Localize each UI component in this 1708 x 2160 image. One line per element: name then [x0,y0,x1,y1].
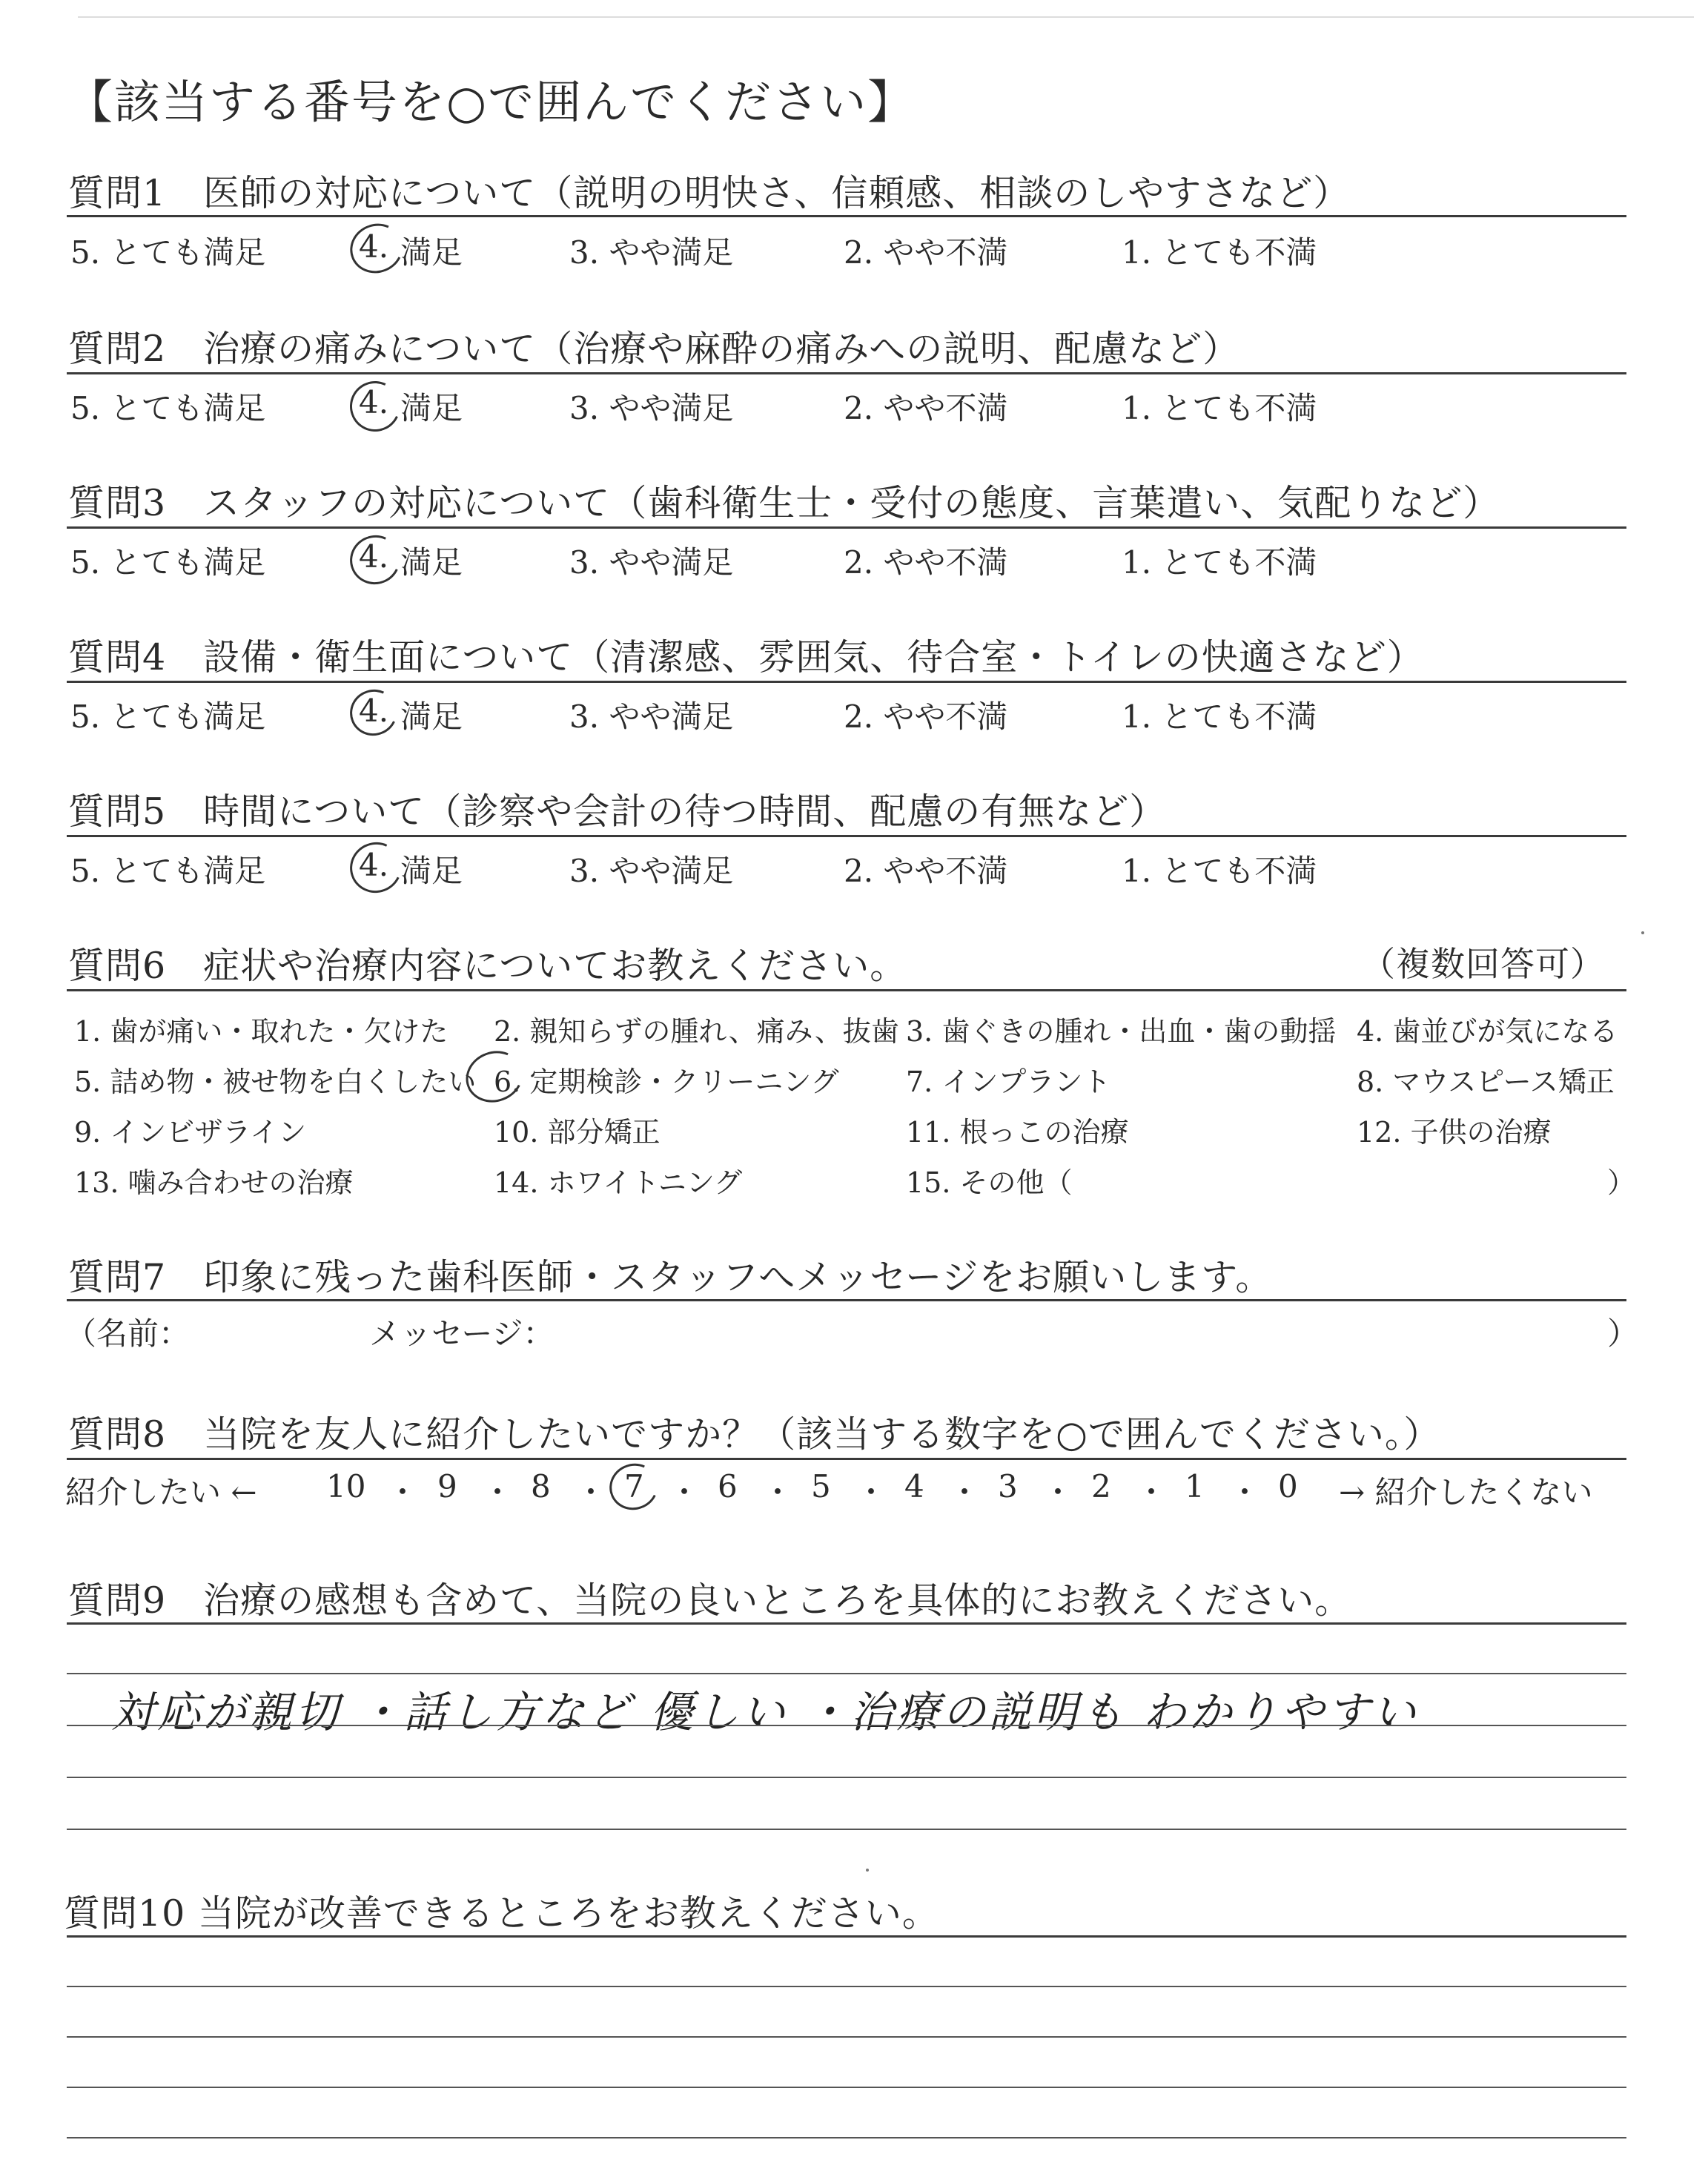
q5-option-5[interactable]: 5. とても満足 [70,853,266,889]
q2-circle-mark [342,374,407,438]
q6-option-4[interactable]: 4. 歯並びが気になる [1357,1015,1618,1048]
q5-option-2[interactable]: 2. やや不満 [844,853,1008,889]
q7-rule [67,1299,1626,1301]
q5-option-3[interactable]: 3. やや満足 [569,853,734,889]
q7-close-paren: ） [1607,1315,1639,1352]
q5-title: 質問5 時間について（診察や会計の待つ時間、配慮の有無など） [68,790,1167,833]
q8-dot: ・ [575,1474,607,1510]
q8-dot: ・ [855,1474,887,1510]
q1-option-1[interactable]: 1. とても不満 [1122,234,1317,271]
q2-option-5[interactable]: 5. とても満足 [70,390,266,426]
q4-option-4[interactable]: 4. [359,693,389,729]
q8-scale-5[interactable]: 5 [811,1468,831,1505]
q6-multi-note: （複数回答可） [1361,944,1605,984]
q4-rule [67,681,1626,683]
q8-scale-6[interactable]: 6 [718,1468,738,1505]
q3-option-5[interactable]: 5. とても満足 [70,544,266,581]
q1-option-4-label[interactable]: 満足 [400,234,463,271]
q1-option-5[interactable]: 5. とても満足 [70,234,266,271]
q6-option-2[interactable]: 2. 親知らずの腫れ、痛み、抜歯 [494,1015,899,1048]
q4-title: 質問4 設備・衛生面について（清潔感、雰囲気、待合室・トイレの快適さなど） [68,636,1424,678]
q6-option-12[interactable]: 12. 子供の治療 [1357,1116,1552,1149]
q3-option-3[interactable]: 3. やや満足 [569,544,734,581]
q8-scale-4[interactable]: 4 [904,1468,924,1505]
q9-answer-line [67,1673,1626,1674]
q6-option-15[interactable]: 15. その他（ [906,1166,1073,1199]
q3-title: 質問3 スタッフの対応について（歯科衛生士・受付の態度、言葉遣い、気配りなど） [68,482,1500,524]
q1-option-2[interactable]: 2. やや不満 [844,234,1008,271]
q3-circle-mark [343,528,407,591]
q8-dot: ・ [1136,1474,1168,1510]
q3-option-1[interactable]: 1. とても不満 [1122,544,1317,581]
q1-option-4[interactable]: 4. [359,228,389,265]
q3-option-4-label[interactable]: 満足 [400,544,463,581]
q9-answer-line [67,1829,1626,1830]
q7-name-label: （名前： [65,1315,191,1352]
q6-option-6[interactable]: 6. 定期検診・クリーニング [494,1066,839,1098]
q6-option-5[interactable]: 5. 詰め物・被せ物を白くしたい [74,1066,477,1098]
q4-option-1[interactable]: 1. とても不満 [1122,698,1317,735]
scan-speck [866,1869,869,1872]
q9-handwritten-answer: 対応が親切 ・話し方など 優しい ・治療の説明も わかりやすい [111,1687,1419,1737]
q3-option-4[interactable]: 4. [359,538,389,575]
q6-title: 質問6 症状や治療内容についてお教えください。 [68,945,907,987]
q6-option-1[interactable]: 1. 歯が痛い・取れた・欠けた [74,1015,448,1048]
q8-title: 質問8 当院を友人に紹介したいですか？（該当する数字を○で囲んでください。） [68,1413,1441,1456]
q9-answer-line [67,1725,1626,1726]
q9-rule [67,1622,1626,1625]
q6-other-close-paren: ） [1607,1166,1636,1199]
q1-rule [67,215,1626,217]
q2-option-3[interactable]: 3. やや満足 [569,390,734,426]
q8-dot: ・ [762,1474,794,1510]
q4-option-2[interactable]: 2. やや不満 [844,698,1008,735]
q8-scale-9[interactable]: 9 [437,1468,457,1505]
q8-scale-10[interactable]: 10 [326,1468,366,1505]
q7-message-label: メッセージ： [369,1315,555,1352]
q8-dot: ・ [1042,1474,1074,1510]
q4-circle-mark [343,683,403,742]
q8-circle-mark [603,1457,664,1517]
q8-scale-8[interactable]: 8 [531,1468,551,1505]
q10-answer-line [67,2137,1626,2138]
q6-option-8[interactable]: 8. マウスピース矯正 [1357,1066,1615,1098]
q8-dot: ・ [387,1474,419,1510]
q5-option-4-label[interactable]: 満足 [400,853,463,889]
q8-right-label: → 紹介したくない [1339,1474,1593,1510]
scan-speck [1641,931,1644,934]
q6-option-7[interactable]: 7. インプラント [906,1066,1111,1098]
q3-option-2[interactable]: 2. やや不満 [844,544,1008,581]
q8-scale-2[interactable]: 2 [1091,1468,1111,1505]
q8-dot: ・ [669,1474,701,1510]
q9-title: 質問9 治療の感想も含めて、当院の良いところを具体的にお教えください。 [68,1579,1352,1622]
q2-option-2[interactable]: 2. やや不満 [844,390,1008,426]
q6-option-13[interactable]: 13. 噛み合わせの治療 [74,1166,354,1199]
q8-dot: ・ [482,1474,514,1510]
q6-circle-mark [459,1043,531,1111]
form-title: 【該当する番号を○で囲んでください】 [67,75,916,129]
q5-rule [67,835,1626,837]
q8-scale-3[interactable]: 3 [998,1468,1018,1505]
q5-option-4[interactable]: 4. [359,847,389,883]
q9-answer-line [67,1777,1626,1778]
q10-answer-line [67,2087,1626,2088]
q2-title: 質問2 治療の痛みについて（治療や麻酔の痛みへの説明、配慮など） [68,328,1240,370]
q2-option-4-label[interactable]: 満足 [400,390,463,426]
q7-title: 質問7 印象に残った歯科医師・スタッフへメッセージをお願いします。 [68,1256,1273,1298]
q6-option-14[interactable]: 14. ホワイトニング [494,1166,743,1199]
q10-answer-line [67,1986,1626,1987]
q3-rule [67,526,1626,529]
q10-rule [67,1935,1626,1938]
q8-scale-1[interactable]: 1 [1185,1468,1205,1505]
q5-option-1[interactable]: 1. とても不満 [1122,853,1317,889]
q6-option-10[interactable]: 10. 部分矯正 [494,1116,661,1149]
q4-option-5[interactable]: 5. とても満足 [70,698,266,735]
q5-circle-mark [342,835,408,900]
q8-rule [67,1458,1626,1460]
scan-top-edge [78,16,1694,18]
q6-option-9[interactable]: 9. インビザライン [74,1116,307,1149]
q10-title: 質問10 当院が改善できるところをお教えください。 [64,1892,939,1935]
q8-scale-0[interactable]: 0 [1278,1468,1298,1505]
q10-answer-line [67,2036,1626,2038]
q1-title: 質問1 医師の対応について（説明の明快さ、信頼感、相談のしやすさなど） [68,172,1351,214]
q8-dot: ・ [1229,1474,1261,1510]
q8-scale-7[interactable]: 7 [624,1468,644,1505]
q6-rule [67,989,1626,991]
q6-option-11[interactable]: 11. 根っこの治療 [906,1116,1129,1149]
q2-option-1[interactable]: 1. とても不満 [1122,390,1317,426]
q2-rule [67,372,1626,374]
q1-option-3[interactable]: 3. やや満足 [569,234,734,271]
q8-left-label: 紹介したい ← [65,1474,257,1510]
q2-option-4[interactable]: 4. [359,384,389,420]
q4-option-4-label[interactable]: 満足 [400,698,463,735]
q4-option-3[interactable]: 3. やや満足 [569,698,734,735]
q6-option-3[interactable]: 3. 歯ぐきの腫れ・出血・歯の動揺 [906,1015,1337,1048]
q8-dot: ・ [949,1474,981,1510]
